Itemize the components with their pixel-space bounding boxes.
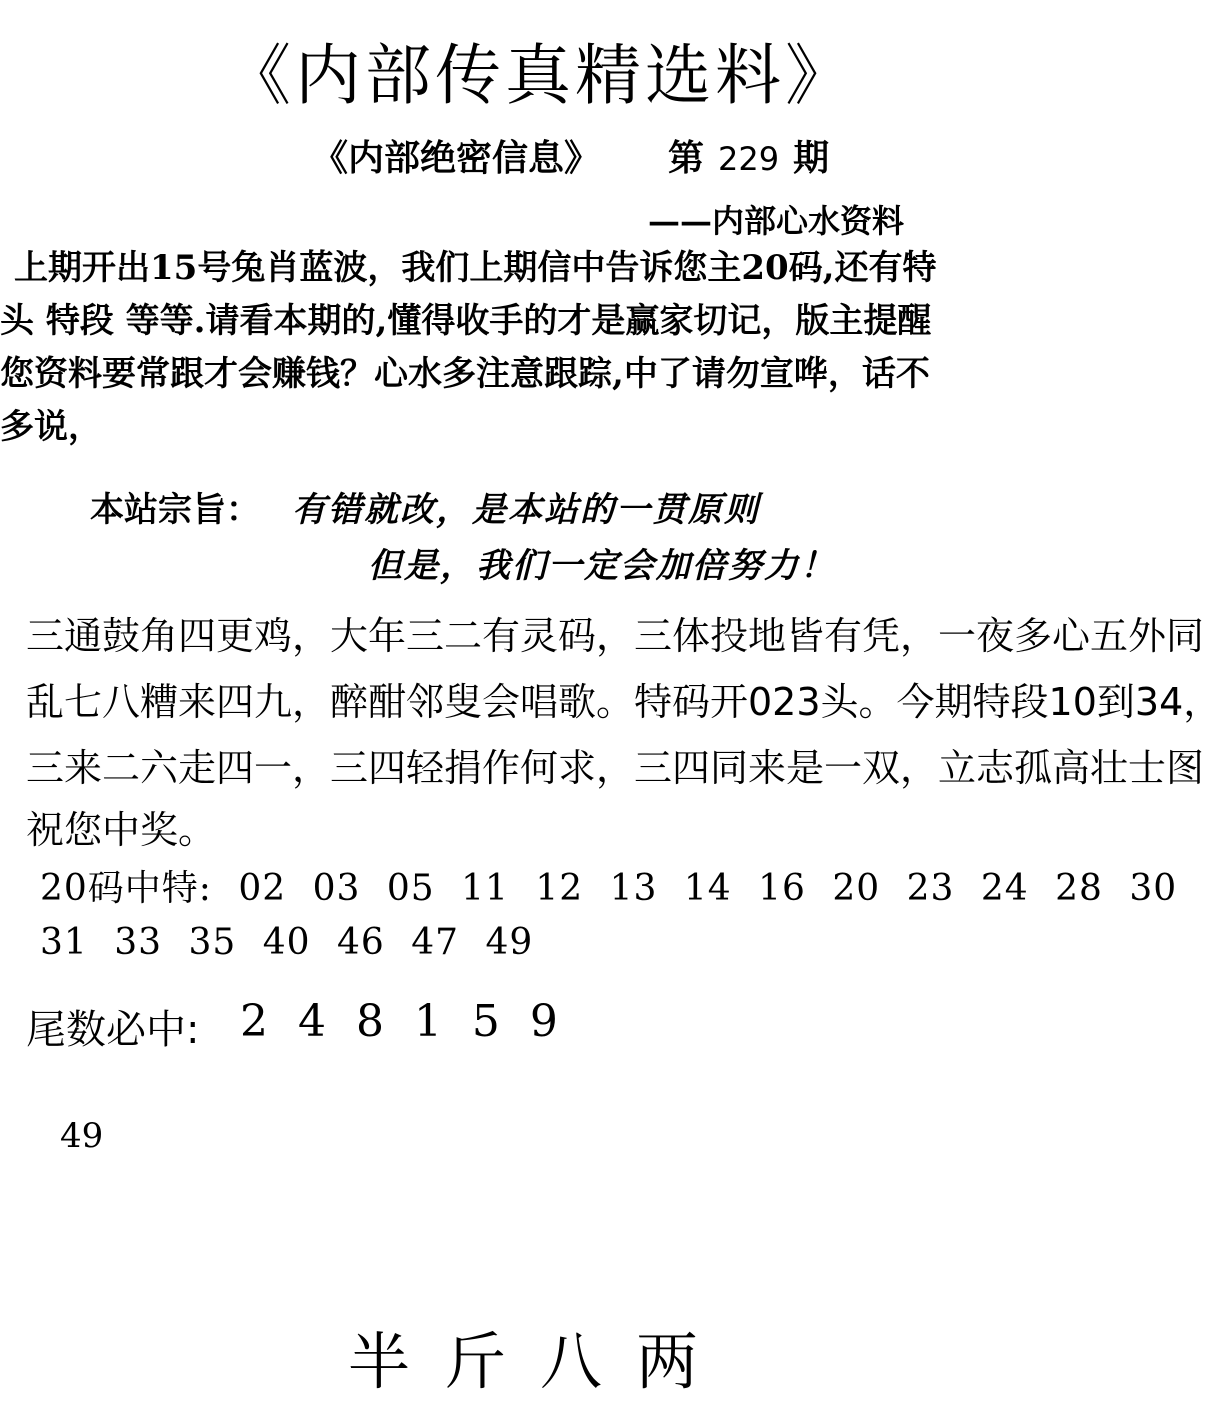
motto-label: 本站宗旨： [90,490,260,530]
motto-line: 有错就改，是本站的一贯原则 [292,490,760,530]
intro-line: 多说， [0,407,102,447]
codes-line: 31 33 35 40 46 47 49 [40,922,534,963]
codes-line: 20码中特: 02 03 05 11 12 13 14 16 20 23 24 28 30 [40,868,1178,909]
motto-line: 但是，我们一定会加倍努力！ [368,546,836,586]
intro-line: 您资料要常跟才会赚钱？心水多注意跟踪,中了请勿宣哗，话不 [0,354,930,394]
issue-suffix: 期 [793,137,830,179]
poem-line: 三通鼓角四更鸡，大年三二有灵码，三体投地皆有凭，一夜多心五外同 [26,614,1205,658]
poem-line: 祝您中奖。 [26,808,217,852]
subtitle: 《内部绝密信息》 [312,137,601,179]
footer-title: 半斤八两 [347,1325,732,1398]
tail-label: 尾数必中: [26,1007,200,1053]
page-title: 《内部传真精选料》 [225,37,855,114]
intro-line: 上期开出15号兔肖蓝波，我们上期信中告诉您主20码,还有特 [14,248,937,288]
tail-digits: 2 4 8 1 5 9 [240,996,558,1047]
intro-line: 头 特段 等等.请看本期的,懂得收手的才是赢家切记，版主提醒 [0,301,932,341]
issue-prefix: 第 [668,137,705,179]
source-line: ——内部心水资料 [648,202,905,240]
poem-line: 三来二六走四一，三四轻捐作何求，三四同来是一双，立志孤高壮士图 [26,746,1205,790]
poem-line: 乱七八糟来四九，醉酣邻叟会唱歌。特码开023头。今期特段10到34， [26,680,1221,724]
issue-number: 229 [718,140,780,178]
extra-number: 49 [60,1116,104,1156]
issue-label [668,130,829,181]
